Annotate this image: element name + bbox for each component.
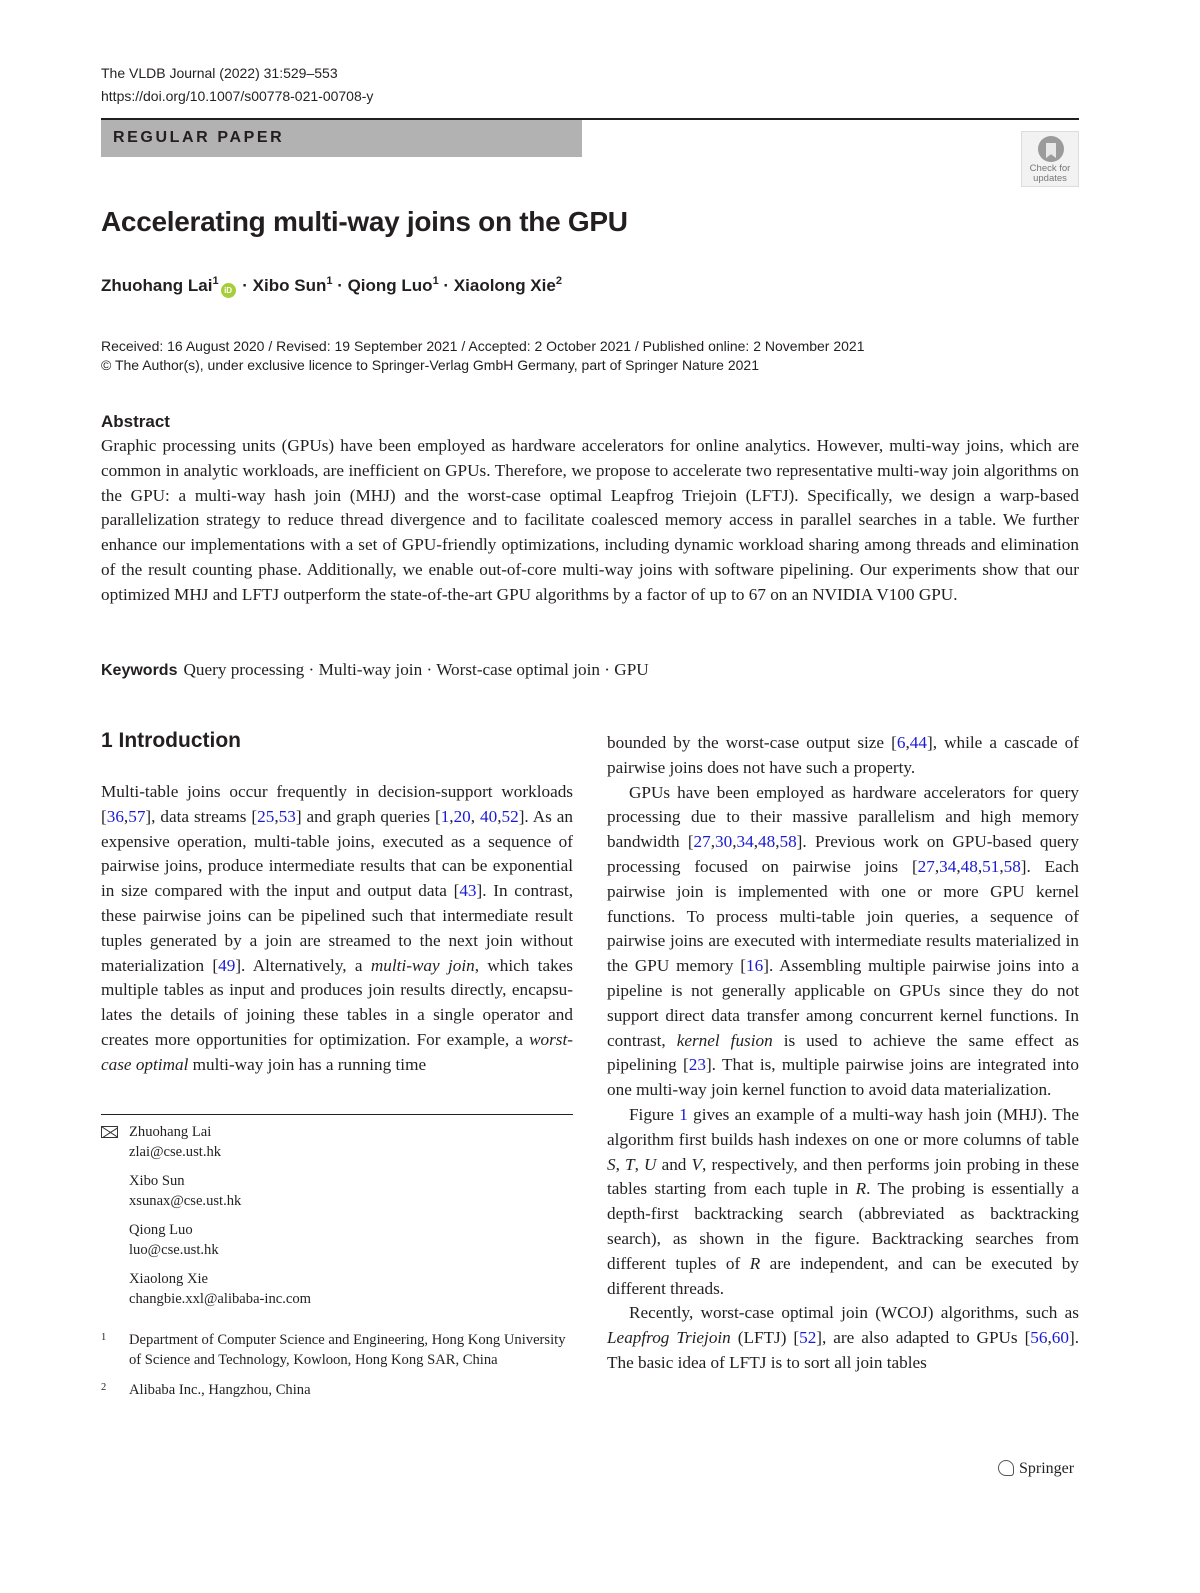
citation-link[interactable]: 36 (106, 806, 124, 826)
body-text: (LFTJ) [ (730, 1328, 800, 1348)
citation-link[interactable]: 40 (480, 806, 498, 826)
affiliation-entry (101, 1331, 573, 1371)
citation-link[interactable]: 52 (501, 806, 519, 826)
body-text: , respectively, and then performs join probing in these tables starting from each tuple in (607, 1154, 1079, 1199)
body-text: , (710, 832, 716, 852)
emphasis-text: multi-way join (370, 955, 475, 975)
keyword: Query processing (183, 660, 305, 679)
body-text: ]. Assembling multiple pairwise joins into a pipeline is not generally applicable on GPUs since they do not support direct data transfer among concurrent kernel functions. In contrast, (607, 956, 1079, 1050)
citation-link[interactable]: 60 (1051, 1328, 1069, 1348)
body-text: ], data streams [ (145, 806, 258, 826)
emphasis-text: S (607, 1154, 616, 1174)
citation-link[interactable]: 34 (736, 832, 754, 852)
citation-link[interactable]: 56 (1030, 1328, 1048, 1348)
emphasis-text: U (644, 1154, 657, 1174)
doi-link[interactable]: https://doi.org/10.1007/s00778-021-00708-y (101, 88, 374, 104)
author-affiliation-marker: 1 (432, 275, 439, 287)
citation-link[interactable]: 20 (453, 806, 471, 826)
author-name[interactable]: Xiaolong Xie (453, 276, 556, 295)
body-text: , (634, 1154, 645, 1174)
emphasis-text: Leapfrog Triejoin (607, 1328, 731, 1348)
body-text: [ (101, 806, 107, 826)
citation-link[interactable]: 34 (939, 856, 957, 876)
body-paragraph (607, 731, 1079, 781)
body-text: multi-way join has a running time (188, 1054, 427, 1074)
citation-link[interactable]: 58 (779, 832, 797, 852)
body-text: , (274, 806, 279, 826)
emphasis-text: R (855, 1179, 867, 1199)
body-column-left (101, 780, 573, 1078)
affiliation-text: Alibaba Inc., Hangzhou, China (129, 1381, 311, 1398)
keyword: Worst-case optimal join (436, 660, 600, 679)
body-text: , (497, 806, 502, 826)
body-text: and (656, 1154, 692, 1174)
body-text: Figure (629, 1104, 680, 1124)
contact-entry (101, 1172, 573, 1212)
keyword-separator: · (422, 660, 437, 679)
body-text: , (934, 856, 940, 876)
body-text: . The probing is essentially a depth-first backtracking search (abbreviated as backtracking search), as shown in the figure. Backtracking searches from different tuples of (607, 1179, 1079, 1273)
contact-entry (101, 1270, 573, 1310)
author-affiliation-marker: 2 (555, 275, 562, 287)
contact-email[interactable]: xsunax@cse.ust.hk (129, 1192, 242, 1209)
body-text: ]. As an expensive operation, multi-table joins, executed as a sequence of pairwise joins, produce intermediate results that can be exponential in size compared with the input and output data [ (101, 806, 574, 901)
citation-link[interactable]: 57 (128, 806, 146, 826)
body-text: , (753, 832, 758, 852)
keyword: Multi-way join (318, 660, 423, 679)
contact-email[interactable]: changbie.xxl@alibaba-inc.com (129, 1291, 312, 1308)
contact-name: Qiong Luo (129, 1222, 193, 1239)
body-column-right (607, 731, 1079, 1376)
citation-link[interactable]: 16 (746, 956, 764, 976)
body-text: are independent, and can be executed by different threads. (607, 1253, 1079, 1298)
citation-link[interactable]: 51 (982, 856, 1000, 876)
keyword-separator: · (599, 660, 615, 679)
keywords-line (101, 658, 649, 683)
body-text: bounded by the worst-case output size [ (607, 733, 897, 752)
abstract-heading: Abstract (101, 412, 170, 431)
body-text: Multi-table joins occur frequently in decision-support workloads (101, 782, 573, 801)
body-text: ] and graph queries [ (295, 806, 441, 826)
author-name[interactable]: Qiong Luo (347, 276, 433, 295)
publisher-name: Springer (1019, 1460, 1075, 1477)
body-text: gives an example of a multi-way hash join (MHJ). The algorithm first builds hash indexes on one or more columns of table (607, 1104, 1079, 1149)
emphasis-text: worst-case optimal (101, 1029, 573, 1074)
body-text: ]. Alternatively, a (235, 955, 371, 975)
keyword: GPU (614, 660, 649, 679)
paper-type-banner (101, 120, 582, 157)
affiliation-number: 1 (101, 1332, 107, 1343)
body-text: , (123, 806, 129, 826)
abstract-text: Graphic processing units (GPUs) have been employed as hardware accelerators for online analytics. However, multi-way joins, which are common in analytic workloads, are inefficient on GPUs. Therefore, we propose to accelerate two representative multi-way join algorithms on the GPU: a multi-way hash join (MHJ) and the worst-case optimal Leapfrog Triejoin (LFTJ). Specifically, we design a warp-based parallelization strategy to reduce thread divergence and to facilitate coalesced memory access in parallel searches in a table. We further enhance our implementations with a set of GPU-friendly optimizations, including dynamic workload sharing among threads and elimination of the result counting phase. Additionally, we enable out-of-core multi-way joins with software pipelining. Our experiments show that our optimized MHJ and LFTJ outperform the state-of-the-art GPU algorithms by a factor of up to 67 on an NVIDIA V100 GPU. (101, 436, 1079, 604)
body-paragraph (607, 1301, 1079, 1375)
author-contacts (101, 1123, 573, 1319)
body-text: Recently, worst-case optimal join (WCOJ) algorithms, such as (629, 1303, 1079, 1323)
affiliation-text: Department of Computer Science and Engineering, Hong Kong University of Science and Technology, Kowloon, Hong Kong SAR, China (129, 1332, 566, 1368)
citation-link[interactable]: 48 (960, 856, 978, 876)
body-text: ]. Previous work on GPU-based query processing focused on pairwise joins [ (607, 832, 1079, 876)
author-affiliation-marker: 1 (212, 275, 219, 287)
citation-link[interactable]: 23 (688, 1055, 706, 1075)
citation-link[interactable]: 30 (715, 832, 733, 852)
check-for-updates-label: Check for updates (1029, 163, 1071, 184)
check-for-updates-button[interactable] (1021, 131, 1079, 187)
citation-link[interactable]: 44 (909, 733, 927, 752)
contact-name: Xibo Sun (129, 1173, 185, 1190)
affiliation-entry (101, 1381, 573, 1401)
orcid-icon[interactable]: iD (221, 283, 236, 298)
mail-icon (101, 1126, 118, 1138)
body-text: , (775, 832, 780, 852)
contact-email[interactable]: zlai@cse.ust.hk (129, 1143, 222, 1160)
emphasis-text: kernel fusion (676, 1030, 773, 1050)
contact-name: Zhuohang Lai (129, 1124, 212, 1140)
citation-link[interactable]: 49 (218, 955, 236, 975)
body-paragraph (607, 1103, 1079, 1301)
emphasis-text: R (749, 1253, 761, 1273)
body-text: , which takes multiple tables as input and produces join results directly, encapsulates the details of joining these tables in a single operator and creates more opportunities for optimization. For example, a (101, 955, 573, 1049)
citation-link[interactable]: 48 (758, 832, 776, 852)
citation-link[interactable]: 52 (799, 1328, 817, 1348)
contact-entry (101, 1123, 573, 1163)
body-text: ], are also adapted to GPUs [ (816, 1328, 1031, 1348)
body-text: ]. That is, multiple pairwise joins are integrated into one multi-way join kernel function to avoid data materialization. (607, 1055, 1079, 1100)
body-text: ], while a cascade of pairwise joins does not have such a property. (607, 733, 1079, 777)
contact-entry (101, 1221, 573, 1261)
author-separator: · (438, 276, 454, 295)
author-separator: · (332, 276, 348, 295)
author-name[interactable]: Xibo Sun (252, 276, 327, 295)
citation-link[interactable]: 27 (917, 856, 935, 876)
citation-link[interactable]: 58 (1003, 856, 1021, 876)
citation-link[interactable]: 6 (896, 733, 906, 752)
body-paragraph (607, 781, 1079, 1103)
body-text: ]. The basic idea of LFTJ is to sort all join tables (607, 1328, 1079, 1372)
body-text: , (905, 733, 910, 752)
journal-citation: The VLDB Journal (2022) 31:529–553 (101, 65, 338, 81)
emphasis-text: V (691, 1154, 703, 1174)
keyword-separator: · (304, 660, 319, 679)
author-list (101, 276, 562, 298)
contact-email[interactable]: luo@cse.ust.hk (129, 1241, 219, 1258)
affiliation-number: 2 (101, 1381, 107, 1393)
paper-title: Accelerating multi-way joins on the GPU (101, 206, 628, 237)
section-heading-introduction: 1 Introduction (101, 729, 241, 752)
body-text: GPUs have been employed as hardware accelerators for query processing due to their massive parallelism and high memory bandwidth [ (607, 782, 1079, 852)
body-text: , (977, 856, 983, 876)
body-text: , (470, 806, 481, 826)
body-text: , (449, 806, 454, 826)
body-text: , (615, 1154, 626, 1174)
body-text: is used to achieve the same effect as pipelining [ (607, 1030, 1079, 1075)
publication-dates: Received: 16 August 2020 / Revised: 19 September 2021 / Accepted: 2 October 2021 / Published online: 2 November 2021 (101, 338, 865, 354)
citation-link[interactable]: 43 (459, 881, 477, 901)
body-text: ]. In contrast, these pairwise joins can be pipelined such that intermediate result tuples generated by a join are streamed to the next join without materialization [ (101, 881, 574, 975)
body-text: , (732, 832, 737, 852)
citation-link[interactable]: 53 (278, 806, 296, 826)
citation-link[interactable]: 1 (440, 806, 450, 826)
author-affiliations (101, 1331, 573, 1410)
body-text: , (956, 856, 961, 876)
springer-horse-icon (998, 1460, 1014, 1476)
body-text: , (1047, 1328, 1052, 1348)
copyright-notice: © The Author(s), under exclusive licence to Springer-Verlag GmbH Germany, part of Springer Nature 2021 (101, 357, 759, 373)
author-separator: · (237, 276, 253, 295)
author-name[interactable]: Zhuohang Lai (101, 276, 213, 295)
paper-type-label: REGULAR PAPER (113, 129, 285, 146)
citation-link[interactable]: 1 (679, 1104, 688, 1124)
publisher-footer (998, 1460, 1074, 1478)
contact-name: Xiaolong Xie (129, 1271, 209, 1288)
body-paragraph (101, 780, 573, 1078)
body-text: ]. Each pairwise join is implemented with one or more GPU kernel functions. To process multi-table join queries, a sequence of pairwise joins are executed with intermediate results materialized in the GPU memory [ (607, 856, 1079, 976)
citation-link[interactable]: 25 (257, 806, 275, 826)
crossmark-bookmark-icon (1038, 136, 1064, 162)
author-affiliation-marker: 1 (326, 275, 333, 287)
keywords-list (183, 660, 648, 679)
keywords-label: Keywords (101, 662, 178, 679)
emphasis-text: T (625, 1154, 635, 1174)
body-text: , (999, 856, 1004, 876)
footnote-rule (101, 1114, 573, 1115)
citation-link[interactable]: 27 (693, 832, 711, 852)
